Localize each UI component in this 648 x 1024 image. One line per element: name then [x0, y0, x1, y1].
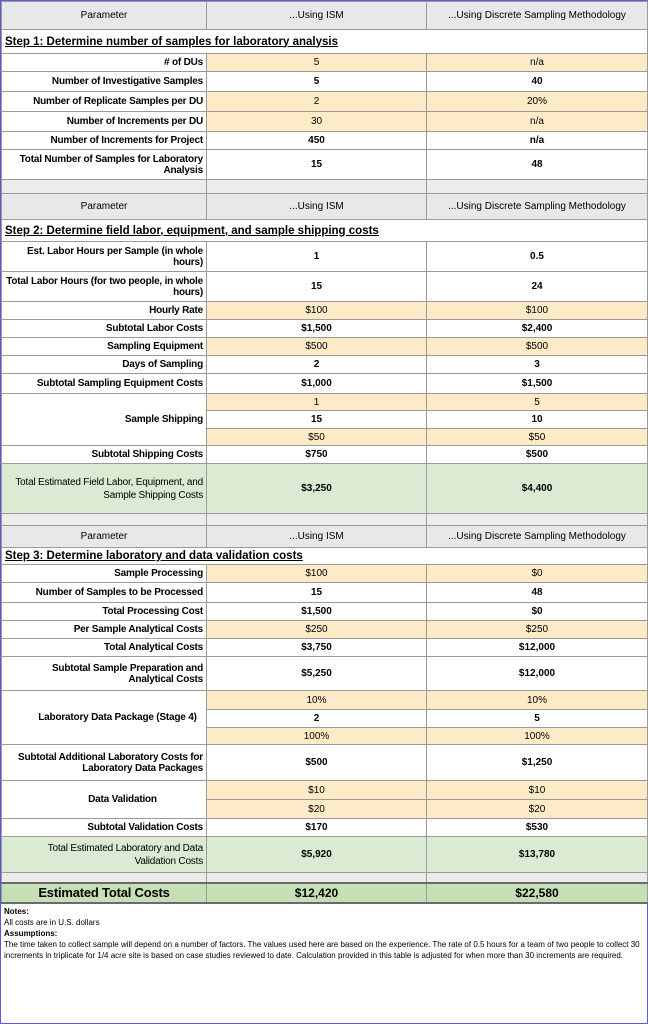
ism-value[interactable]: 1: [207, 394, 427, 411]
discrete-value: $530: [427, 819, 648, 837]
cost-table: [1, 1, 648, 904]
ism-value: $750: [207, 446, 427, 464]
ism-value[interactable]: 2: [207, 92, 427, 112]
table-row: [2, 603, 648, 621]
column-header-row: [2, 526, 648, 548]
table-row: [2, 92, 648, 112]
table-row: [2, 745, 648, 781]
discrete-value: 5: [427, 710, 648, 728]
ism-value: $3,250: [207, 464, 427, 514]
discrete-header: ...Using Discrete Sampling Methodology: [427, 2, 648, 30]
ism-header: ...Using ISM: [207, 2, 427, 30]
currency-note: All costs are in U.S. dollars: [4, 917, 100, 927]
table-row: [2, 621, 648, 639]
table-row: [2, 112, 648, 132]
spacer-row: [2, 180, 648, 194]
row-label: Days of Sampling: [2, 356, 207, 374]
discrete-value[interactable]: $100: [427, 302, 648, 320]
row-label: Subtotal Additional Laboratory Costs for Laboratory Data Packages: [2, 745, 207, 781]
discrete-value: $0: [427, 603, 648, 621]
row-label: Number of Increments per DU: [2, 112, 207, 132]
table-row: [2, 242, 648, 272]
ism-value[interactable]: $10: [207, 781, 427, 800]
lab-data-package-label: Laboratory Data Package (Stage 4): [2, 691, 207, 745]
row-label: Subtotal Shipping Costs: [2, 446, 207, 464]
row-label: Est. Labor Hours per Sample (in whole hours): [2, 242, 207, 272]
row-label: Subtotal Sample Preparation and Analytical Costs: [2, 657, 207, 691]
ism-value: $5,920: [207, 837, 427, 873]
discrete-value[interactable]: n/a: [427, 112, 648, 132]
row-label: # of DUs: [2, 54, 207, 72]
ism-value: 5: [207, 72, 427, 92]
discrete-value: $12,000: [427, 639, 648, 657]
discrete-header: ...Using Discrete Sampling Methodology: [427, 194, 648, 220]
ism-value[interactable]: $500: [207, 338, 427, 356]
ism-value[interactable]: 5: [207, 54, 427, 72]
ism-value: $3,750: [207, 639, 427, 657]
sample-shipping-label: Sample Shipping: [2, 394, 207, 446]
grand-total-discrete: $22,580: [427, 883, 648, 903]
discrete-value[interactable]: n/a: [427, 54, 648, 72]
row-label: Number of Investigative Samples: [2, 72, 207, 92]
ism-header: ...Using ISM: [207, 194, 427, 220]
column-header-row: [2, 2, 648, 30]
discrete-value: $12,000: [427, 657, 648, 691]
row-label: Total Number of Samples for Laboratory Analysis: [2, 150, 207, 180]
ism-value[interactable]: $250: [207, 621, 427, 639]
table-row: [2, 819, 648, 837]
discrete-value: $2,400: [427, 320, 648, 338]
row-label: Total Processing Cost: [2, 603, 207, 621]
table-row: [2, 356, 648, 374]
ism-value: $1,500: [207, 603, 427, 621]
row-label: Subtotal Sampling Equipment Costs: [2, 374, 207, 394]
notes-heading: Notes:: [4, 906, 29, 916]
discrete-value[interactable]: $50: [427, 429, 648, 446]
ism-value[interactable]: 10%: [207, 691, 427, 710]
discrete-value: 48: [427, 150, 648, 180]
ism-value[interactable]: $100: [207, 565, 427, 583]
row-label: Total Analytical Costs: [2, 639, 207, 657]
row-label: Sampling Equipment: [2, 338, 207, 356]
discrete-value: 24: [427, 272, 648, 302]
discrete-value: 48: [427, 583, 648, 603]
row-label: Total Estimated Field Labor, Equipment, and Sample Shipping Costs: [2, 464, 207, 514]
ism-value: $1,500: [207, 320, 427, 338]
discrete-value[interactable]: 20%: [427, 92, 648, 112]
discrete-value[interactable]: $10: [427, 781, 648, 800]
table-row: [2, 320, 648, 338]
grand-total-ism: $12,420: [207, 883, 427, 903]
assumptions-text: The time taken to collect sample will depend on a number of factors. The values used here are based on the experience. The rate of 0.5 hours for a team of two people to collect 30 increments in triplicate for 1/4 acre site is based on case studies reviewed to date. Calculation provided in this table is adjusted for when more than 30 increments are required.: [4, 939, 640, 960]
column-header-row: [2, 194, 648, 220]
parameter-header: Parameter: [2, 526, 207, 548]
grand-total-label: Estimated Total Costs: [2, 883, 207, 903]
row-label: Total Estimated Laboratory and Data Validation Costs: [2, 837, 207, 873]
spacer-row: [2, 514, 648, 526]
grand-total-row: [2, 883, 648, 903]
discrete-value[interactable]: $0: [427, 565, 648, 583]
discrete-value: $500: [427, 446, 648, 464]
step3-title-row: [2, 548, 648, 565]
row-label: Sample Processing: [2, 565, 207, 583]
ism-value: 15: [207, 583, 427, 603]
row-label: Number of Samples to be Processed: [2, 583, 207, 603]
ism-value: 2: [207, 710, 427, 728]
ism-value[interactable]: $20: [207, 800, 427, 819]
table-row: [2, 394, 648, 411]
table-row: [2, 374, 648, 394]
table-row: [2, 272, 648, 302]
table-row: [2, 302, 648, 320]
table-row: [2, 338, 648, 356]
discrete-value[interactable]: $20: [427, 800, 648, 819]
discrete-value: $1,500: [427, 374, 648, 394]
discrete-value: 3: [427, 356, 648, 374]
table-row: [2, 583, 648, 603]
row-label: Subtotal Labor Costs: [2, 320, 207, 338]
ism-value: $5,250: [207, 657, 427, 691]
row-label: Number of Replicate Samples per DU: [2, 92, 207, 112]
ism-value: $500: [207, 745, 427, 781]
step2-title-row: [2, 220, 648, 242]
table-row: [2, 565, 648, 583]
ism-value[interactable]: 100%: [207, 728, 427, 745]
ism-value: 2: [207, 356, 427, 374]
ism-value: $1,000: [207, 374, 427, 394]
ism-value[interactable]: $100: [207, 302, 427, 320]
step1-title: Step 1: Determine number of samples for laboratory analysis: [2, 30, 648, 54]
ism-header: ...Using ISM: [207, 526, 427, 548]
step1-title-row: [2, 30, 648, 54]
row-label: Hourly Rate: [2, 302, 207, 320]
table-row: [2, 150, 648, 180]
ism-value[interactable]: 30: [207, 112, 427, 132]
discrete-value: $13,780: [427, 837, 648, 873]
ism-value: 450: [207, 132, 427, 150]
discrete-value[interactable]: 100%: [427, 728, 648, 745]
table-row: [2, 691, 648, 710]
step3-title: Step 3: Determine laboratory and data validation costs: [2, 548, 648, 565]
discrete-value: n/a: [427, 132, 648, 150]
ism-value: $170: [207, 819, 427, 837]
ism-value: 15: [207, 272, 427, 302]
table-row: [2, 132, 648, 150]
table-row: [2, 72, 648, 92]
step3-total-row: [2, 837, 648, 873]
table-row: [2, 657, 648, 691]
table-row: [2, 781, 648, 800]
table-row: [2, 54, 648, 72]
discrete-value: 0.5: [427, 242, 648, 272]
discrete-value[interactable]: $500: [427, 338, 648, 356]
step2-title: Step 2: Determine field labor, equipment, and sample shipping costs: [2, 220, 648, 242]
table-row: [2, 639, 648, 657]
row-label: Per Sample Analytical Costs: [2, 621, 207, 639]
table-row: [2, 446, 648, 464]
discrete-value: 10: [427, 411, 648, 429]
notes-section: [1, 904, 647, 963]
row-label: Total Labor Hours (for two people, in whole hours): [2, 272, 207, 302]
discrete-value: $4,400: [427, 464, 648, 514]
discrete-value[interactable]: 5: [427, 394, 648, 411]
ism-value: 15: [207, 411, 427, 429]
ism-value[interactable]: $50: [207, 429, 427, 446]
ism-value: 15: [207, 150, 427, 180]
row-label: Subtotal Validation Costs: [2, 819, 207, 837]
discrete-header: ...Using Discrete Sampling Methodology: [427, 526, 648, 548]
ism-value: 1: [207, 242, 427, 272]
discrete-value[interactable]: 10%: [427, 691, 648, 710]
spacer-row: [2, 873, 648, 883]
parameter-header: Parameter: [2, 2, 207, 30]
discrete-value: $1,250: [427, 745, 648, 781]
assumptions-heading: Assumptions:: [4, 928, 58, 938]
discrete-value: 40: [427, 72, 648, 92]
step2-total-row: [2, 464, 648, 514]
parameter-header: Parameter: [2, 194, 207, 220]
discrete-value[interactable]: $250: [427, 621, 648, 639]
data-validation-label: Data Validation: [2, 781, 207, 819]
row-label: Number of Increments for Project: [2, 132, 207, 150]
